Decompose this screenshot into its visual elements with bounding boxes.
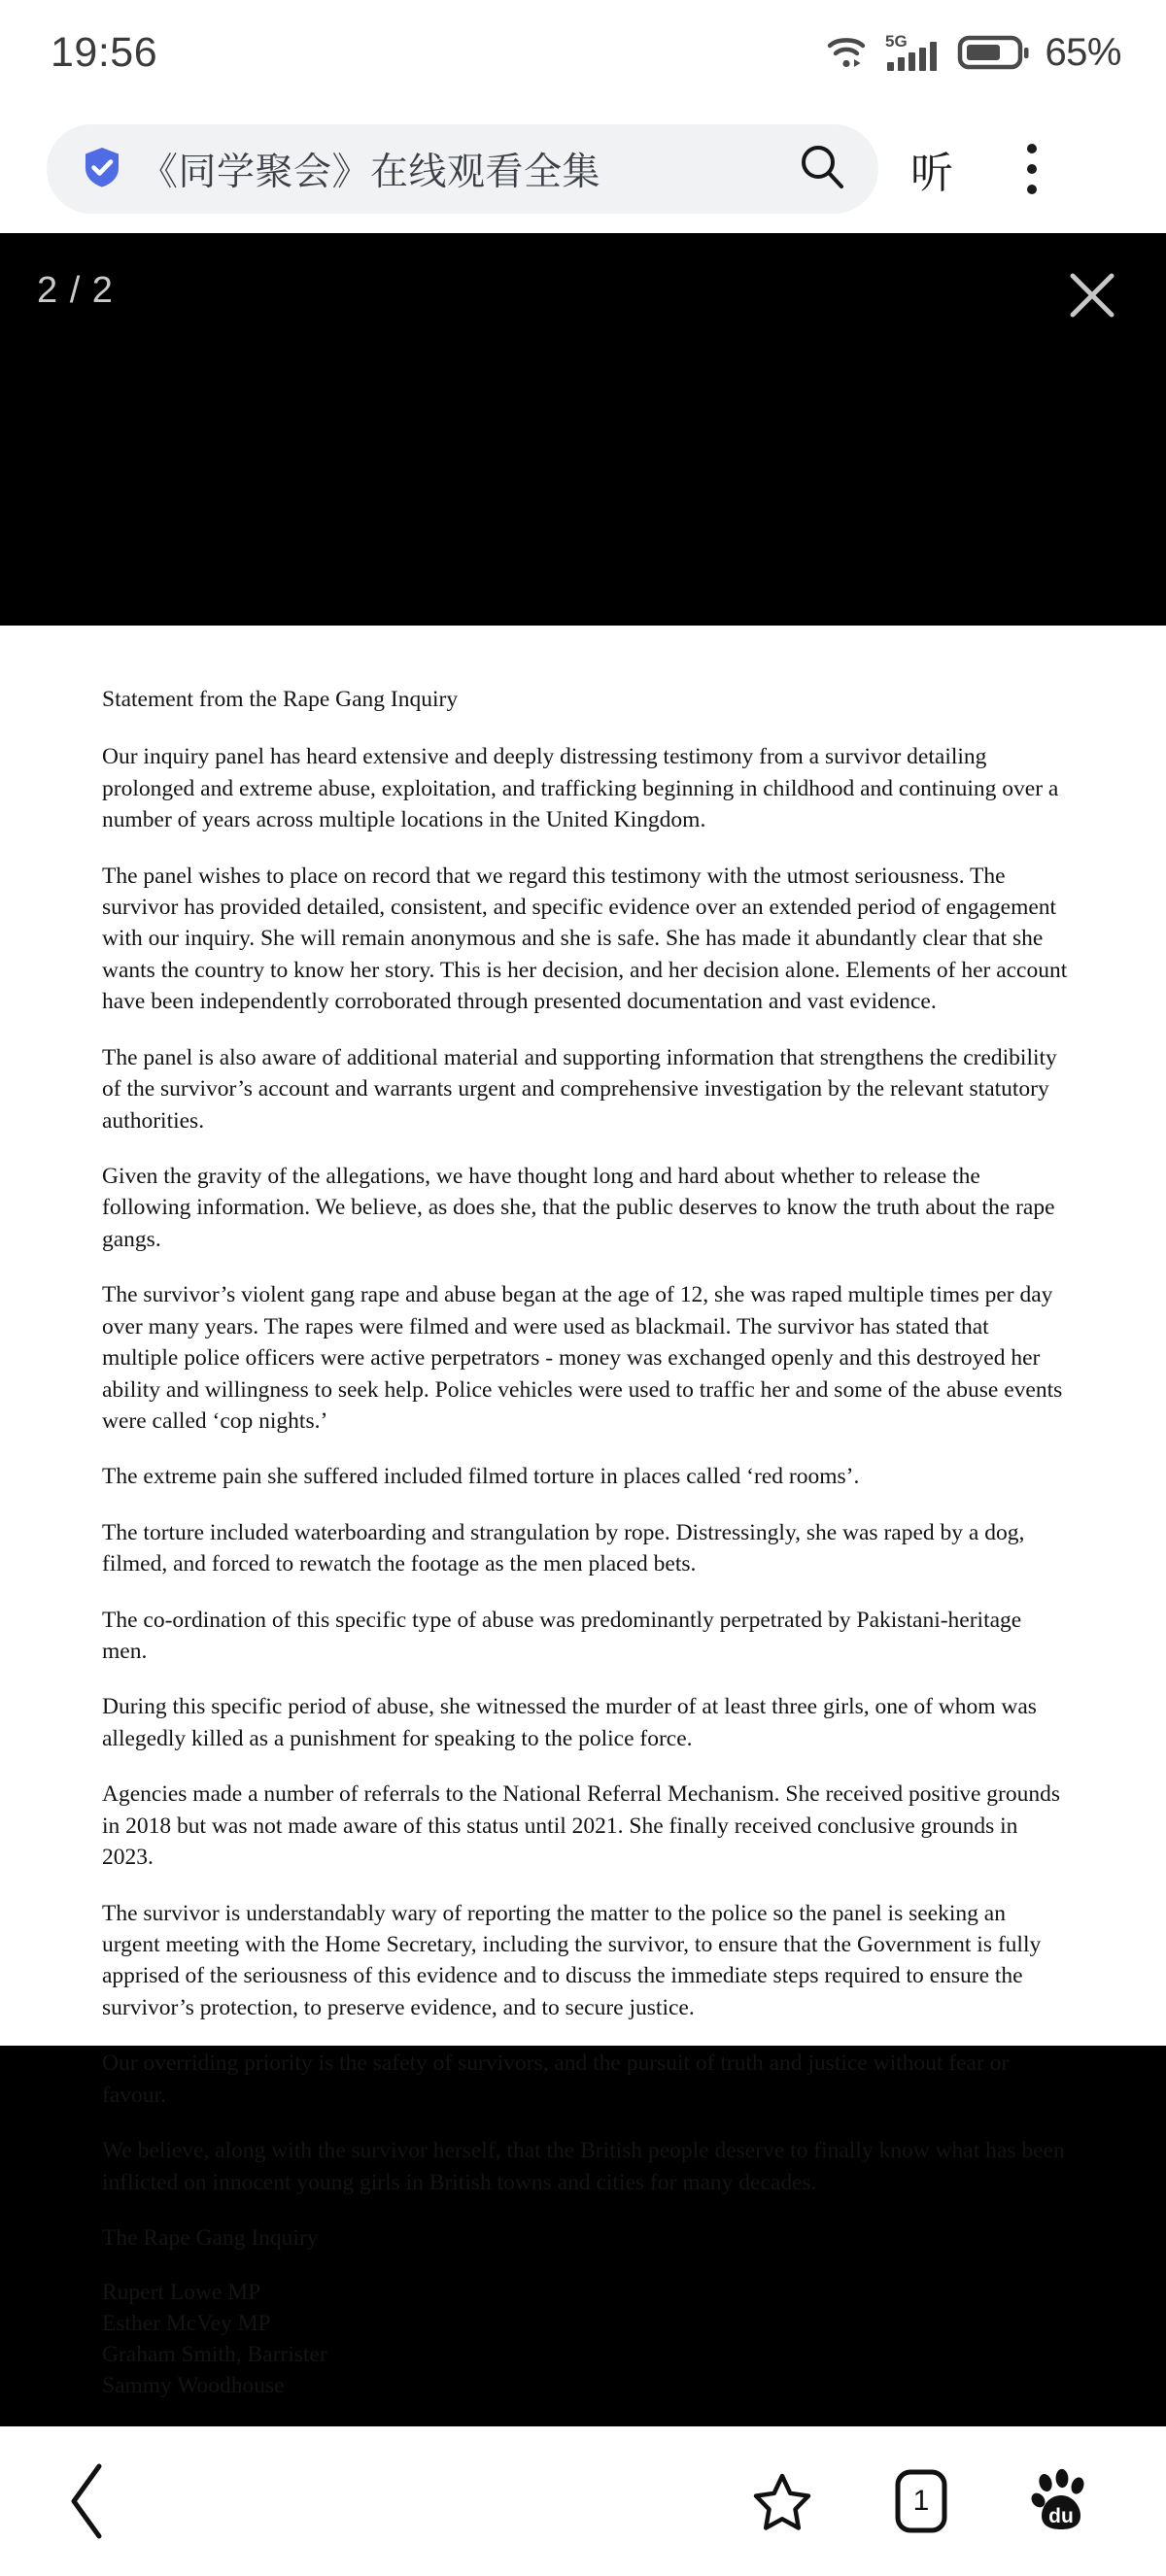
more-vertical-icon[interactable] <box>985 144 1079 194</box>
bottom-nav-actions <box>752 2467 1112 2535</box>
document-paragraph: The co-ordination of this specific type of abuse was predominantly perpetrated by Pakistani-heritage men. <box>102 1607 1022 1665</box>
signatory-name: Rupert Lowe MP <box>102 2280 261 2306</box>
document-paragraph: The torture included waterboarding and strangulation by rope. Distressingly, she was raped by a dog, filmed, and forced to rewatch the footage as the men placed bets. <box>102 1519 1025 1577</box>
document-paragraph: We believe, along with the survivor herself, that the British people deserve to finally know what has been inflicted on innocent young girls in British towns and cities for many decades. <box>102 2138 1065 2195</box>
signal-bars-icon <box>885 32 945 73</box>
search-query-text: 《同学聚会》在线观看全集 <box>140 152 601 193</box>
tab-count-button[interactable] <box>892 2467 950 2535</box>
bookmark-button[interactable] <box>752 2471 812 2531</box>
document-paragraph: Given the gravity of the allegations, we have thought long and hard about whether to release the following information. We believe, as does she, that the public deserves to know the truth about the rape gangs. <box>102 1164 1055 1252</box>
document-paragraph: During this specific period of abuse, she witnessed the murder of at least three girls, one of whom was allegedly killed as a punishment for speaking to the police force. <box>102 1694 1037 1751</box>
menu-dot <box>1027 164 1037 174</box>
baidu-paw-icon <box>1030 2469 1092 2533</box>
status-icon-group <box>826 31 1121 75</box>
shield-check-icon <box>80 145 124 194</box>
document-viewer-top <box>0 233 1166 626</box>
document-paragraph: The panel wishes to place on record that we regard this testimony with the utmost seriousness. The survivor has provided detailed, consistent, and specific evidence over an extended period of engagement with our inquiry. She will remain anonymous and she is safe. She has made it abundantly clear that she wants the country to know her story. This is her decision, and her decision alone. Elements of her account have been independently corroborated through presented documentation and vast evidence. <box>102 863 1068 1015</box>
document-paragraph: Our inquiry panel has heard extensive and deeply distressing testimony from a survivor detailing prolonged and extreme abuse, exploitation, and trafficking beginning in childhood and continuing over a number of years across multiple locations in the United Kingdom. <box>102 744 1059 833</box>
svg-text:5G: 5G <box>885 32 909 51</box>
document-page[interactable] <box>0 626 1166 2399</box>
document-paragraph: The panel is also aware of additional material and supporting information that strengthens the credibility of the survivor’s account and warrants urgent and comprehensive investigation by the relevant statutory authorities. <box>102 1044 1057 1134</box>
home-button[interactable] <box>1030 2469 1092 2533</box>
back-button[interactable] <box>60 2457 117 2546</box>
battery-percent: 65% <box>1045 30 1121 74</box>
document-title: Statement from the Rape Gang Inquiry <box>102 687 459 712</box>
document-paragraph: Agencies made a number of referrals to the National Referral Mechanism. She received positive grounds in 2018 but was not made aware of this status until 2021. She finally received conclusive grounds in 2023. <box>102 1781 1060 1871</box>
menu-dot <box>1027 185 1037 194</box>
page-indicator: 2 / 2 <box>37 270 114 311</box>
signatory-name: Graham Smith, Barrister <box>102 2342 327 2368</box>
close-icon[interactable] <box>1057 260 1127 330</box>
wifi-icon <box>826 33 873 72</box>
search-icon[interactable] <box>797 141 849 198</box>
document-paragraph: Our overriding priority is the safety of survivors, and the pursuit of truth and justice without fear or favour. <box>102 2051 1010 2108</box>
bottom-navigation-bar <box>0 2426 1166 2576</box>
tab-count-label: 1 <box>912 2485 930 2517</box>
battery-icon <box>958 33 1030 72</box>
document-signature: The Rape Gang Inquiry <box>102 2224 319 2251</box>
signatory-name: Esther McVey MP <box>102 2311 271 2337</box>
signatory-name: Sammy Woodhouse <box>102 2373 285 2399</box>
status-time: 19:56 <box>51 28 158 76</box>
search-input[interactable] <box>47 124 878 214</box>
status-bar <box>0 0 1166 105</box>
star-icon <box>752 2471 812 2531</box>
svg-text:du: du <box>1048 2505 1074 2527</box>
menu-dot <box>1027 144 1037 153</box>
document-paragraph: The survivor’s violent gang rape and abuse began at the age of 12, she was raped multiple times per day over many years. The rapes were filmed and were used as blackmail. The survivor has stated that multiple police officers were active perpetrators - money was exchanged openly and this destroyed her ability and willingness to seek help. Police vehicles were used to traffic her and some of the abuse events were called ‘cop nights.’ <box>102 1282 1063 1434</box>
listen-button[interactable]: 听 <box>910 150 953 197</box>
document-paragraph: The extreme pain she suffered included filmed torture in places called ‘red rooms’. <box>102 1464 860 1490</box>
chevron-left-icon <box>60 2457 117 2546</box>
browser-toolbar <box>0 105 1166 233</box>
document-paragraph: The survivor is understandably wary of reporting the matter to the police so the panel is seeking an urgent meeting with the Home Secretary, including the survivor, to ensure that the Government is fully apprised of the seriousness of this evidence and to discuss the immediate steps required to ensure the survivor’s protection, to preserve evidence, and to secure justice. <box>102 1900 1042 2020</box>
